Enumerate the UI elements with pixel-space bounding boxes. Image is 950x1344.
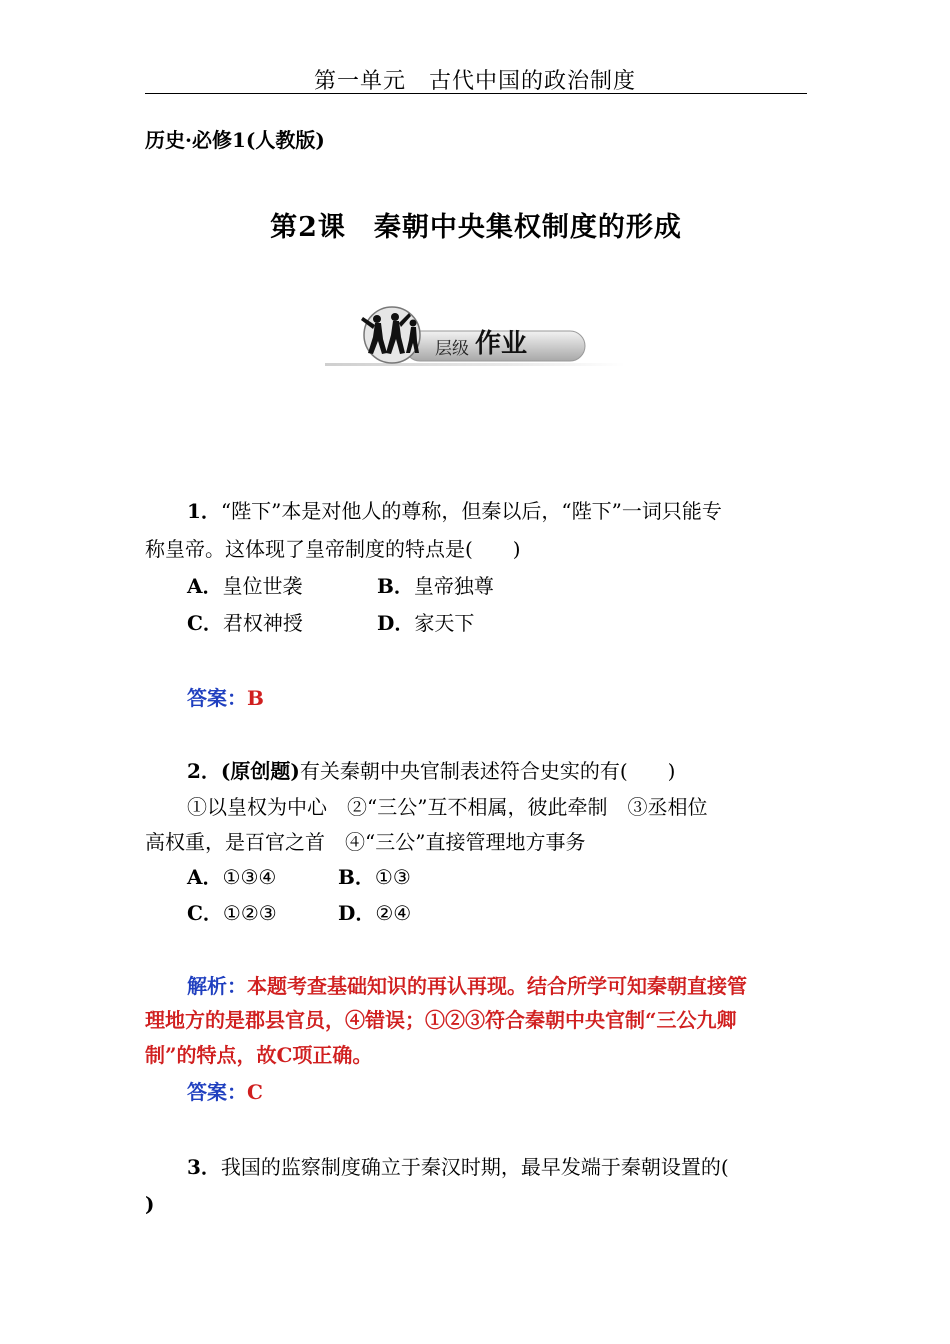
q2-analysis-line1 <box>187 968 747 1004</box>
q2-option-c-text: ①②③ <box>222 901 277 925</box>
q1-option-c[interactable] <box>187 605 303 641</box>
q1-option-b-letter: B． <box>377 574 414 598</box>
banner-text-large: 作业 <box>475 329 528 359</box>
q2-option-b-letter: B． <box>338 865 375 889</box>
q2-option-a-text: ①③④ <box>222 865 277 889</box>
q2-option-b[interactable] <box>338 859 411 895</box>
q1-option-a-letter: A． <box>187 574 223 598</box>
q1-number: 1． <box>187 499 221 523</box>
q1-option-d-letter: D． <box>377 611 415 635</box>
q1-stem-line2: 称皇帝。这体现了皇帝制度的特点是( ) <box>145 537 521 561</box>
q2-option-b-text: ①③ <box>374 865 411 889</box>
q3-line1 <box>187 1149 729 1185</box>
q2-option-d-text: ②④ <box>375 901 412 925</box>
q2-number: 2． <box>187 759 221 783</box>
subject-label: 历史·必修1(人教版) <box>145 128 325 152</box>
header-divider <box>145 93 807 94</box>
q1-answer-value: B <box>247 686 264 710</box>
q1-option-b[interactable] <box>377 568 494 604</box>
q2-answer-label: 答案： <box>187 1080 247 1104</box>
banner-text-small: 层级 <box>435 339 469 359</box>
q2-analysis-text1: 本题考查基础知识的再认再现。结合所学可知秦朝直接管 <box>247 974 747 998</box>
q2-stem-line2: ①以皇权为中心 ②“三公”互不相属，彼此牵制 ③丞相位 <box>187 795 708 819</box>
q1-answer-label: 答案： <box>187 686 247 710</box>
q3-stem-line1: 我国的监察制度确立于秦汉时期，最早发端于秦朝设置的( <box>220 1155 729 1179</box>
q2-analysis-label: 解析： <box>187 974 247 998</box>
q2-stem-line1: 有关秦朝中央官制表述符合史实的有( ) <box>299 759 676 783</box>
q1-option-d-text: 家天下 <box>414 611 475 635</box>
q2-option-c[interactable] <box>187 895 277 931</box>
q1-option-c-text: 君权神授 <box>222 611 303 635</box>
q2-stem-line3: 高权重，是百官之首 ④“三公”直接管理地方事务 <box>145 830 586 854</box>
q2-option-a[interactable] <box>187 859 276 895</box>
lesson-title: 秦朝中央集权制度的形成 <box>373 212 682 243</box>
q2-analysis-line3: 制”的特点，故C项正确。 <box>145 1043 373 1067</box>
q2-option-a-letter: A． <box>187 865 223 889</box>
q1-stem-line1: “陛下”本是对他人的尊称，但秦以后，“陛下”一词只能专 <box>220 499 722 523</box>
q3-stem-line2: ) <box>145 1192 155 1216</box>
q1-option-c-letter: C． <box>187 611 223 635</box>
q1-answer <box>187 680 264 716</box>
q2-answer-value: C <box>247 1080 263 1104</box>
q2-tag: (原创题) <box>220 759 300 783</box>
q2-option-c-letter: C． <box>187 901 223 925</box>
q1-option-b-text: 皇帝独尊 <box>413 574 494 598</box>
banner-graphic <box>315 305 635 375</box>
q2-answer <box>187 1074 263 1110</box>
q1-option-a[interactable] <box>187 568 303 604</box>
lesson-heading <box>145 205 807 244</box>
section-banner <box>315 305 635 375</box>
q1-option-d[interactable] <box>377 605 474 641</box>
lesson-number: 第2课 <box>270 212 346 243</box>
q2-analysis-line2: 理地方的是郡县官员，④错误；①②③符合秦朝中央官制“三公九卿 <box>145 1008 737 1032</box>
q2-line1 <box>187 753 675 789</box>
q1-line1 <box>187 493 722 529</box>
q2-option-d[interactable] <box>338 895 411 931</box>
q3-number: 3． <box>187 1155 221 1179</box>
header-title: 第一单元 古代中国的政治制度 <box>313 69 636 94</box>
q1-option-a-text: 皇位世袭 <box>222 574 303 598</box>
q2-option-d-letter: D． <box>338 901 376 925</box>
